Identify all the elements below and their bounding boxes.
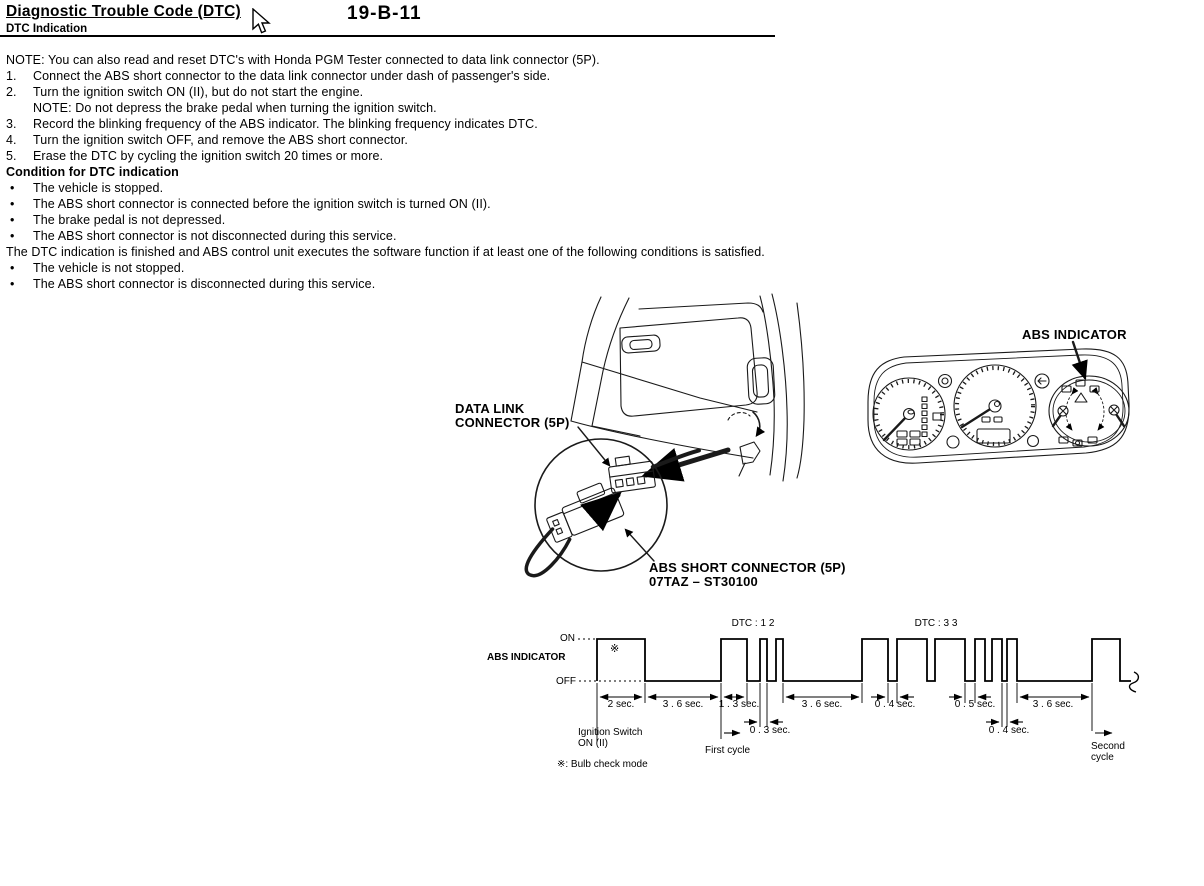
glove-box [620,318,757,416]
condition-heading: Condition for DTC indication [6,165,179,179]
fuel-temp-pod [1049,376,1129,446]
odometer [977,429,1010,443]
off-level-label: OFF [556,676,576,687]
hanging-connector-wire [739,463,745,476]
finish-condition-line: • The vehicle is not stopped. [10,261,185,275]
warning-triangle-icon [1075,393,1087,402]
page-number: 19-B-11 [347,3,422,24]
abs-short-leader-arrow-icon [626,530,654,561]
duration-36sec-1: 3 . 6 sec. [662,699,704,710]
instruction-text [6,52,796,292]
condition-line: • The ABS short connector is not disconnected during this service. [10,229,397,243]
dash-crease [582,362,757,412]
step-line: 5. Erase the DTC by cycling the ignition switch 20 times or more. [6,149,384,163]
glove-box-handle [621,335,660,354]
dash-line [592,298,629,426]
swing-arrow-icon [753,412,760,435]
second-cycle-label: Second cycle [1091,741,1125,763]
detail-circle [535,439,667,571]
header-divider [0,35,775,37]
step-note-line: NOTE: Do not depress the brake pedal when turning the ignition switch. [33,101,437,115]
condition-line: • The vehicle is stopped. [10,181,164,195]
duration-2sec: 2 sec. [607,699,635,710]
door-edge [797,303,804,478]
connector-swing-path [728,413,750,420]
abs-indicator-waveform [597,639,1131,681]
instrument-cluster-illustration [860,325,1140,470]
dash-crease [592,426,640,436]
step-line: 1. Connect the ABS short connector to the data link connector under dash of passenger's side. [6,69,551,83]
duration-05sec: 0 . 5 sec. [954,699,996,710]
step-line: 3. Record the blinking frequency of the ABS indicator. The blinking frequency indicates DTC. [6,117,538,131]
step-line: 2. Turn the ignition switch ON (II), but do not start the engine. [6,85,364,99]
data-link-connector-label: DATA LINK CONNECTOR (5P) [455,401,570,430]
first-cycle-label: First cycle [705,745,750,756]
connector-figure [440,290,850,605]
speedometer [954,365,1036,447]
condition-line: • The brake pedal is not depressed. [10,213,226,227]
duration-04sec-b: 0 . 4 sec. [988,725,1030,736]
finish-line: The DTC indication is finished and ABS control unit executes the software function if at least one of the following conditions is satisfied. [6,245,765,259]
page-title: Diagnostic Trouble Code (DTC) [6,3,241,20]
abs-indicator-label: ABS INDICATOR [1022,327,1127,342]
cluster-figure [860,325,1140,470]
duration-04sec-a: 0 . 4 sec. [874,699,916,710]
waveform-axis-label: ABS INDICATOR [487,652,566,663]
finish-condition-line: • The ABS short connector is disconnected during this service. [10,277,376,291]
abs-short-connector-label: ABS SHORT CONNECTOR (5P) 07TAZ – ST30100 [649,560,846,589]
timing-diagram [455,613,1160,785]
waveform-break-squiggle [1129,672,1138,692]
page-subtitle: DTC Indication [6,23,88,35]
bulb-check-symbol: ※ [610,643,620,655]
tachometer [873,378,945,450]
duration-13sec: 1 . 3 sec. [718,699,760,710]
abs-indicator-arrow-icon [1073,342,1085,378]
bulb-check-note: ※: Bulb check mode [557,759,648,770]
abs-indicator-lamp [1090,386,1099,392]
dash-top-edge [639,303,763,312]
mouse-cursor-icon [252,8,274,38]
door-edge [760,296,774,475]
on-level-label: ON [560,633,575,644]
step-line: 4. Turn the ignition switch OFF, and remove the ABS short connector. [6,133,408,147]
dtc12-label: DTC : 1 2 [731,618,775,629]
duration-03sec: 0 . 3 sec. [749,725,791,736]
data-link-leader-arrow-icon [578,427,609,465]
ignition-switch-label: Ignition Switch ON (II) [578,727,643,749]
hanging-connector [740,442,760,464]
dash-illustration [440,290,850,605]
dtc33-label: DTC : 3 3 [914,618,958,629]
duration-36sec-2: 3 . 6 sec. [801,699,843,710]
note-line: NOTE: You can also read and reset DTC's with Honda PGM Tester connected to data link connector (5P). [6,53,600,67]
duration-36sec-3: 3 . 6 sec. [1032,699,1074,710]
condition-line: • The ABS short connector is connected before the ignition switch is turned ON (II). [10,197,491,211]
